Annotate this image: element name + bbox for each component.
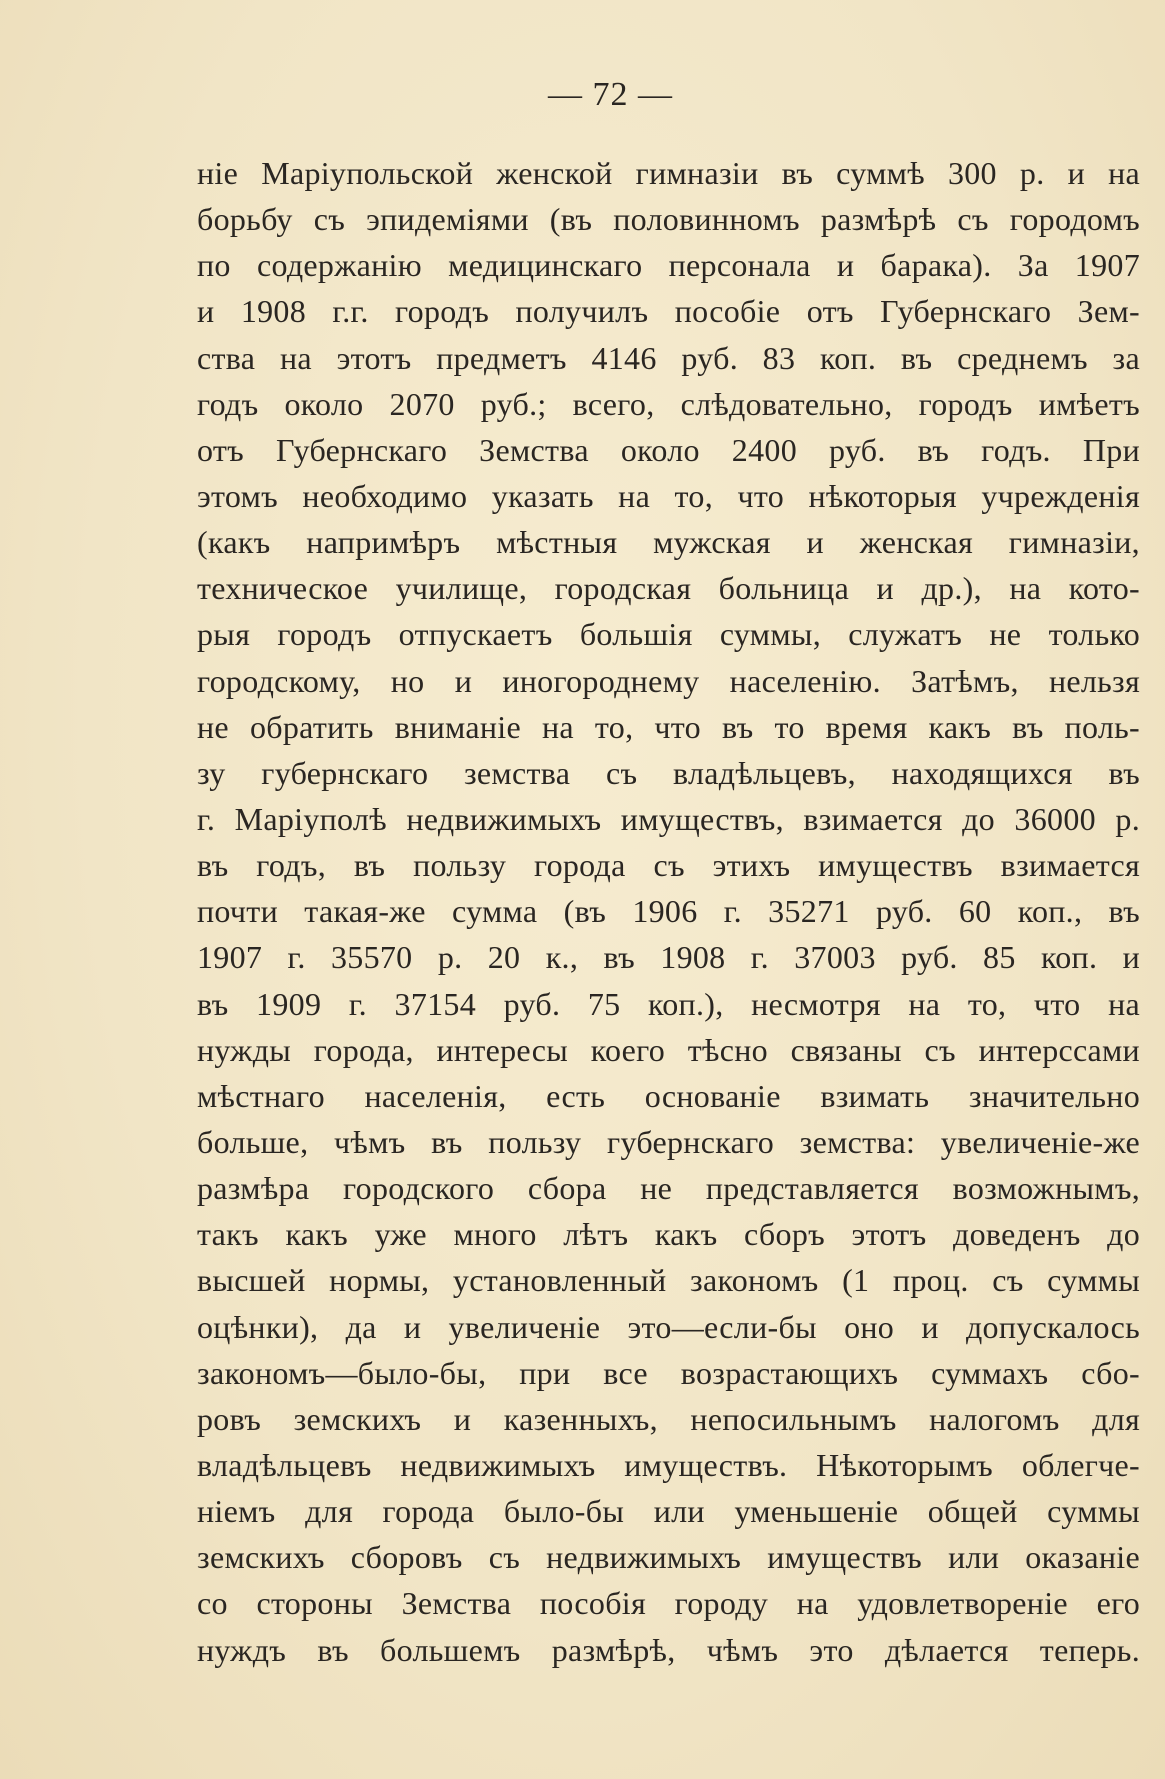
text-line: борьбу съ эпидеміями (въ половинномъ размѣрѣ съ городомъ bbox=[197, 201, 1140, 238]
text-line: отъ Губернскаго Земства около 2400 руб. въ годъ. При bbox=[197, 431, 1140, 468]
text-line: ніе Маріупольской женской гимназіи въ суммѣ 300 р. и на bbox=[197, 155, 1140, 191]
text-line: рыя городъ отпускаетъ большія суммы, служатъ не только bbox=[197, 616, 1140, 653]
text-line: 1907 г. 35570 р. 20 к., въ 1908 г. 37003 руб. 85 коп. и bbox=[197, 939, 1140, 976]
text-line: годъ около 2070 руб.; всего, слѣдовательно, городъ имѣетъ bbox=[197, 385, 1140, 422]
text-line: этомъ необходимо указать на то, что нѣкоторыя учрежденія bbox=[197, 477, 1140, 514]
text-line: размѣра городского сбора не представляется возможнымъ, bbox=[197, 1170, 1140, 1207]
text-line: почти такая-же сумма (въ 1906 г. 35271 руб. 60 коп., въ bbox=[197, 893, 1140, 930]
text-line: закономъ—было-бы, при все возрастающихъ суммахъ сбо- bbox=[197, 1354, 1140, 1391]
text-line: земскихъ сборовъ съ недвижимыхъ имуществъ или оказаніе bbox=[197, 1539, 1140, 1576]
text-line: ства на этотъ предметъ 4146 руб. 83 коп. въ среднемъ за bbox=[197, 339, 1140, 376]
text-line: ніемъ для города было-бы или уменьшеніе общей суммы bbox=[197, 1493, 1140, 1530]
text-line: въ 1909 г. 37154 руб. 75 коп.), несмотря на то, что на bbox=[197, 985, 1140, 1022]
text-line: со стороны Земства пособія городу на удовлетвореніе его bbox=[197, 1585, 1140, 1622]
body-text bbox=[197, 150, 1140, 1673]
text-line: и 1908 г.г. городъ получилъ пособіе отъ Губернскаго Зем- bbox=[197, 293, 1140, 330]
text-line: мѣстнаго населенія, есть основаніе взимать значительно bbox=[197, 1077, 1140, 1114]
text-line: зу губернскаго земства съ владѣльцевъ, находящихся въ bbox=[197, 754, 1140, 791]
text-line: оцѣнки), да и увеличеніе это—если-бы оно и допускалось bbox=[197, 1308, 1140, 1345]
text-line: техническое училище, городская больница и др.), на кото- bbox=[197, 570, 1140, 607]
text-line: такъ какъ уже много лѣтъ какъ сборъ этотъ доведенъ до bbox=[197, 1216, 1140, 1253]
text-line: по содержанію медицинскаго персонала и барака). За 1907 bbox=[197, 247, 1140, 284]
text-line: ровъ земскихъ и казенныхъ, непосильнымъ налогомъ для bbox=[197, 1400, 1140, 1437]
text-line: не обратить вниманіе на то, что въ то время какъ въ поль- bbox=[197, 708, 1140, 745]
text-line: (какъ напримѣръ мѣстныя мужская и женская гимназіи, bbox=[197, 524, 1140, 561]
text-line: городскому, но и иногороднему населенію. Затѣмъ, нельзя bbox=[197, 662, 1140, 699]
text-line: владѣльцевъ недвижимыхъ имуществъ. Нѣкоторымъ облегче- bbox=[197, 1446, 1140, 1483]
page-number: — 72 — bbox=[548, 76, 673, 113]
text-line: больше, чѣмъ въ пользу губернскаго земства: увеличеніе-же bbox=[197, 1123, 1140, 1160]
text-line: нуждъ въ большемъ размѣрѣ, чѣмъ это дѣлается теперь. bbox=[197, 1631, 1140, 1668]
text-line: г. Маріуполѣ недвижимыхъ имуществъ, взимается до 36000 р. bbox=[197, 800, 1140, 837]
text-line: высшей нормы, установленный закономъ (1 проц. съ суммы bbox=[197, 1262, 1140, 1299]
text-line: нужды города, интересы коего тѣсно связаны съ интерсcами bbox=[197, 1031, 1140, 1068]
text-line: въ годъ, въ пользу города съ этихъ имуществъ взимается bbox=[197, 847, 1140, 884]
